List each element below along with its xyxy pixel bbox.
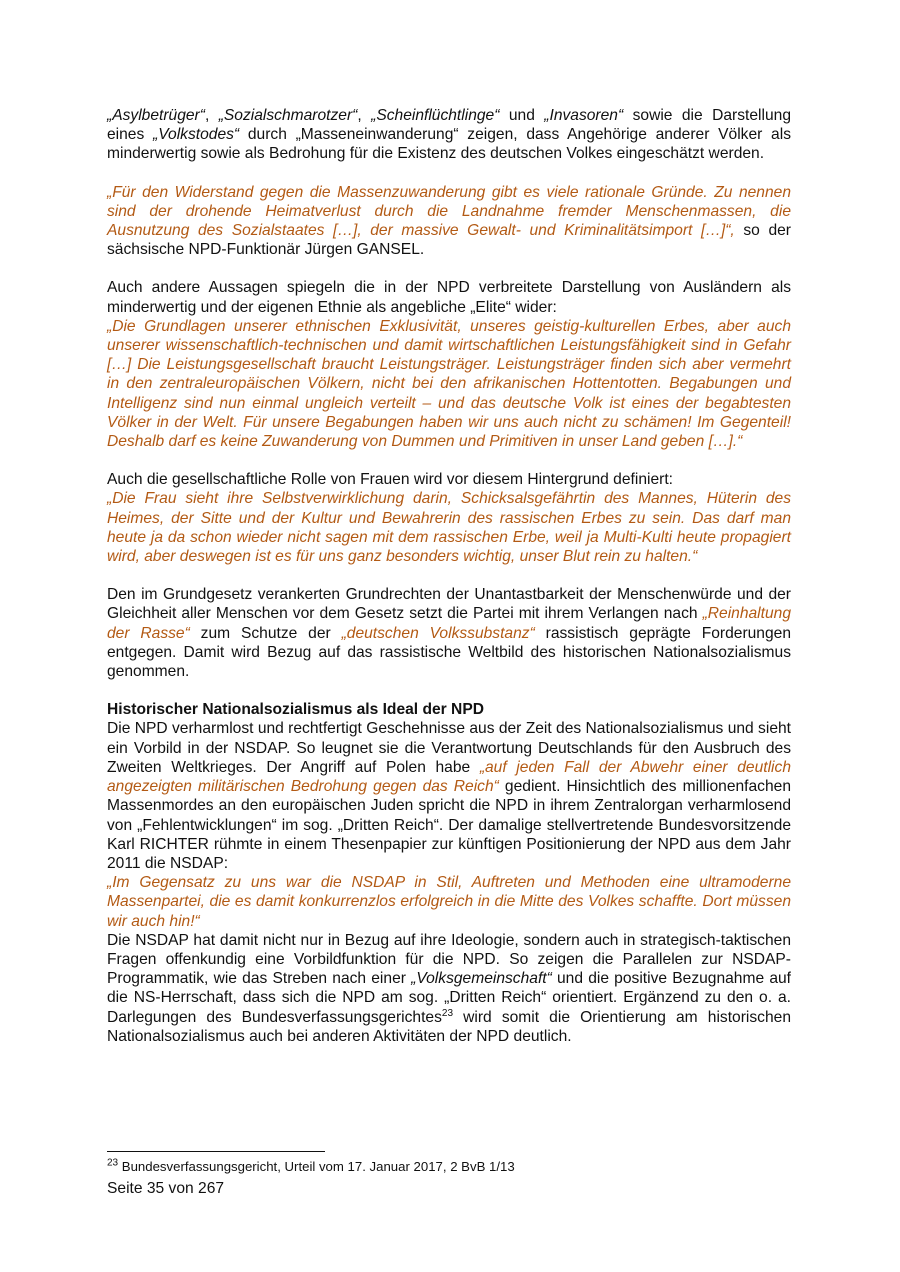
paragraph-6	[107, 719, 791, 873]
term-asylbetrueger: „Asylbetrüger“	[107, 107, 205, 124]
quote-frau: „Die Frau sieht ihre Selbstverwirklichung darin, Schicksalsgefährtin des Mannes, Hüterin des Heimes, der Sitte und der Kultur und Bewahrerin des rassischen Erbes zu sein. Das darf man heute ja da schon wieder nicht sagen mit dem rassischen Erbe, weil ja Multi-Kulti heute propagiert wird, aber deswegen ist es für uns ganz besonders wichtig, unser Blut rein zu halten.“	[107, 490, 791, 566]
paragraph-2	[107, 183, 791, 260]
footnote-text: Bundesverfassungsgericht, Urteil vom 17. Januar 2017, 2 BvB 1/13	[118, 1159, 515, 1174]
text: sowie die Darstellung eines	[107, 107, 791, 144]
text: rassistisch geprägte Forderungen entgegen. Damit wird Bezug auf das rassistische Weltbild des historischen Nationalsozialismus genommen.	[107, 624, 792, 681]
term-volkstodes: „Volkstodes“	[153, 126, 240, 144]
page-number: Seite 35 von 267	[107, 1180, 225, 1197]
paragraph-1	[107, 106, 791, 164]
footnote-divider	[107, 1151, 325, 1152]
text: ,	[357, 107, 372, 124]
quote-volkssubstanz: „deutschen Volkssubstanz“	[341, 624, 535, 642]
text: Den im Grundgesetz verankerten Grundrechten der Unantastbarkeit der Menschenwürde und der Gleichheit aller Menschen vor dem Gesetz setzt die Partei mit ihrem Verlangen nach	[107, 586, 791, 623]
text: Die NSDAP hat damit nicht nur in Bezug auf ihre Ideologie, sondern auch in strategisch-taktischen Fragen offenkundig eine Vorbildfunktion für die NPD. So zeigen die Parallelen zur NSDAP-Programmatik, wie das Streben nach einer	[107, 931, 791, 988]
quote-abwehr: „auf jeden Fall der Abwehr einer deutlich angezeigten militärischen Bedrohung gegen das Reich“	[107, 758, 791, 796]
term-invasoren: „Invasoren“	[544, 107, 624, 124]
text: wird somit die Orientierung am historischen Nationalsozialismus auch bei anderen Aktivitäten der NPD deutlich.	[107, 1008, 791, 1045]
paragraph-8	[107, 931, 791, 1046]
paragraph-5	[107, 585, 791, 681]
text: gedient. Hinsichtlich des millionenfachen Massenmordes an den europäischen Juden spricht die NPD in ihrem Zentralorgan verharmlosend von „Fehlentwicklungen“ im sog. „Dritten Reich“. Der damalige stellvertretende Bundesvorsitzende Karl RICHTER rühmte in einem Thesenpapier zur künftigen Positionierung der NPD aus dem Jahr 2011 die NSDAP:	[107, 778, 791, 872]
term-volksgemeinschaft: „Volksgemeinschaft“	[411, 970, 552, 988]
document-body	[107, 106, 791, 1046]
text: und die positive Bezugnahme auf die NS-Herrschaft, dass sich die NPD am sog. „Dritten Reich“ orientiert. Ergänzend zu den o. a. Darlegungen des Bundesverfassungsgerichtes	[107, 970, 791, 1026]
text: und	[499, 107, 545, 124]
paragraph-4-intro: Auch die gesellschaftliche Rolle von Frauen wird vor diesem Hintergrund definiert:	[107, 471, 673, 489]
text: ,	[204, 107, 219, 124]
footnote-reference[interactable]: 23	[441, 1007, 454, 1019]
text: durch „Masseneinwanderung“ zeigen, dass Angehörige anderer Völker als minderwertig sowie als Bedrohung für die Existenz des deutschen Volkes eingeschätzt werden.	[107, 126, 791, 163]
section-heading: Historischer Nationalsozialismus als Ideal der NPD	[107, 701, 484, 719]
text: Die NPD verharmlost und rechtfertigt Geschehnisse aus der Zeit des Nationalsozialismus und sieht ein Vorbild in der NSDAP. So leugnet sie die Verantwortung Deutschlands für den Ausbruch des Zweiten Weltkrieges. Der Angriff auf Polen habe	[107, 720, 791, 776]
term-scheinfluechtlinge: „Scheinflüchtlinge“	[371, 107, 500, 124]
text: so der sächsische NPD-Funktionär Jürgen GANSEL.	[107, 222, 791, 259]
text: zum Schutze der	[189, 624, 342, 642]
quote-nsdap: „Im Gegensatz zu uns war die NSDAP in Stil, Auftreten und Methoden eine ultramoderne Massenpartei, die es damit konkurrenzlos erfolgreich in die Mitte des Volkes schaffte. Dort müssen wir auch hin!“	[107, 874, 791, 930]
quote-gansel: „Für den Widerstand gegen die Massenzuwanderung gibt es viele rationale Gründe. Zu nennen sind der drohende Heimatverlust durch die Landnahme fremder Menschenmassen, die Ausnutzung des Sozialstaates […], der massive Gewalt- und Kriminalitätsimport […]“,	[107, 183, 791, 240]
term-sozialschmarotzer: „Sozialschmarotzer“	[218, 107, 358, 124]
paragraph-3-intro: Auch andere Aussagen spiegeln die in der NPD verbreitete Darstellung von Ausländern als minderwertig und der eigenen Ethnie als angebliche „Elite“ wider:	[107, 279, 791, 316]
quote-reinhaltung: „Reinhaltung der Rasse“	[107, 605, 791, 642]
footnote	[107, 1159, 515, 1175]
footnote-marker: 23	[107, 1157, 119, 1169]
quote-exklusivitaet: „Die Grundlagen unserer ethnischen Exklusivität, unseres geistig-kulturellen Erbes, aber auch unserer wissenschaftlich-technischen und damit wirtschaftlichen Leistungsfähigkeit sind in Gefahr […] Die Leistungsgesellschaft braucht Leistungsträger. Leistungsträger finden sich aber vermehrt in den zentraleuropäischen Völkern, nicht bei den afrikanischen Hottentotten. Begabungen und Intelligenz sind nun einmal ungleich verteilt – und das deutsche Volk ist eines der begabtesten Völker in der Welt. Für unsere Begabungen haben wir uns auch nicht zu schämen! Im Gegenteil! Deshalb darf es keine Zuwanderung von Dummen und Primitiven in unser Land geben […].“	[107, 317, 791, 451]
